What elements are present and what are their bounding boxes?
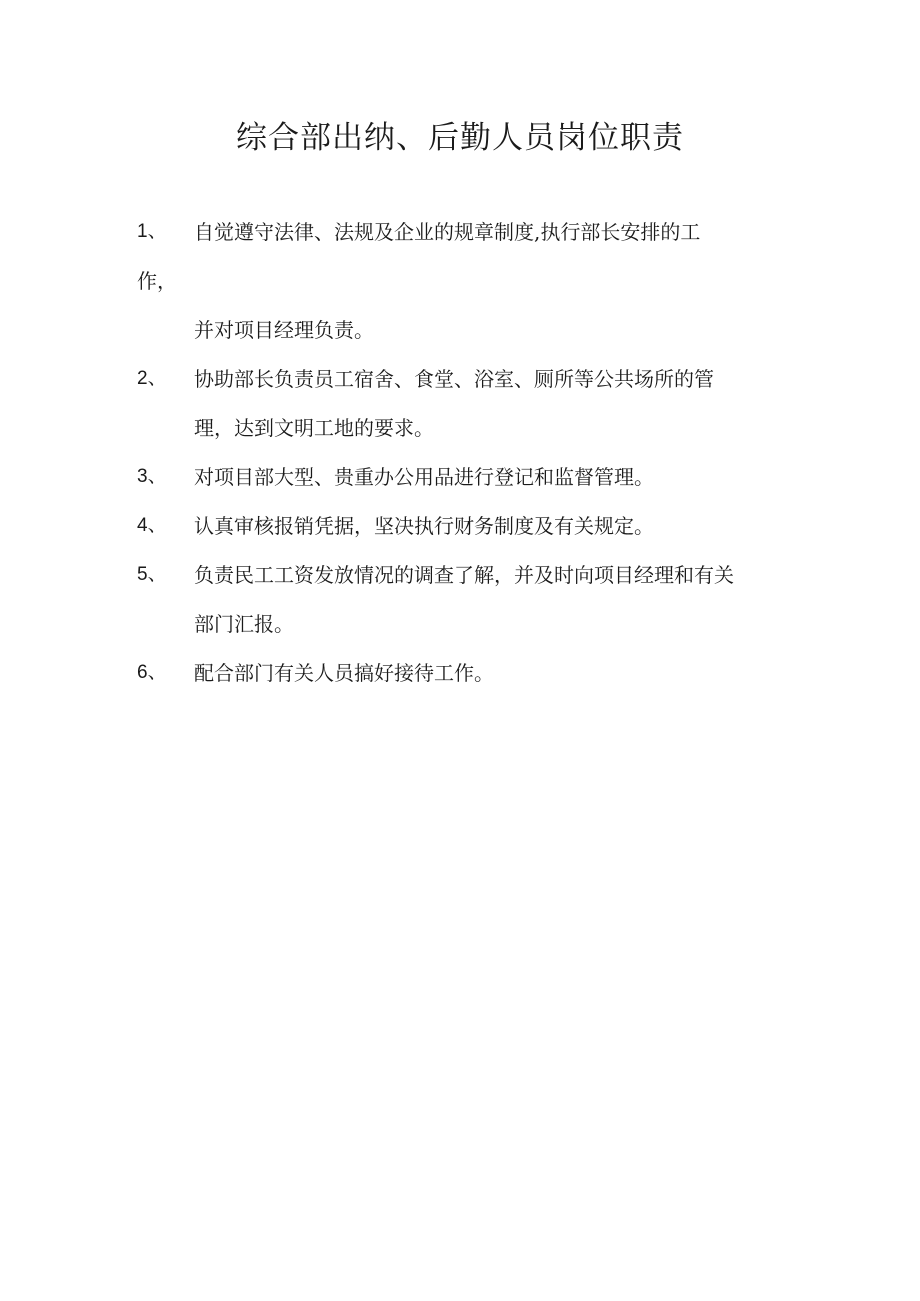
item-text-1-line-2: 作， [137,269,177,293]
item-number-1: 1、 [137,221,167,242]
item-text-1-line-1: 自觉遵守法律、法规及企业的规章制度,执行部长安排的工 [194,220,701,244]
item-text-5-line-2: 部门汇报。 [194,612,294,636]
item-number-5: 5、 [137,564,167,585]
item-text-1-line-3: 并对项目经理负责。 [194,318,374,342]
item-number-4: 4、 [137,515,167,536]
page-title: 综合部出纳、后勤人员岗位职责 [236,120,684,156]
item-number-2: 2、 [137,368,167,389]
item-number-6: 6、 [137,662,167,683]
item-text-5-line-1: 负责民工工资发放情况的调查了解，并及时向项目经理和有关 [194,563,734,587]
item-text-4-line-1: 认真审核报销凭据，坚决执行财务制度及有关规定。 [194,514,654,538]
item-text-6-line-1: 配合部门有关人员搞好接待工作。 [194,661,494,685]
item-text-3-line-1: 对项目部大型、贵重办公用品进行登记和监督管理。 [194,465,654,489]
item-text-2-line-2: 理，达到文明工地的要求。 [194,416,434,440]
item-text-2-line-1: 协助部长负责员工宿舍、食堂、浴室、厕所等公共场所的管 [194,367,714,391]
item-number-3: 3、 [137,466,167,487]
